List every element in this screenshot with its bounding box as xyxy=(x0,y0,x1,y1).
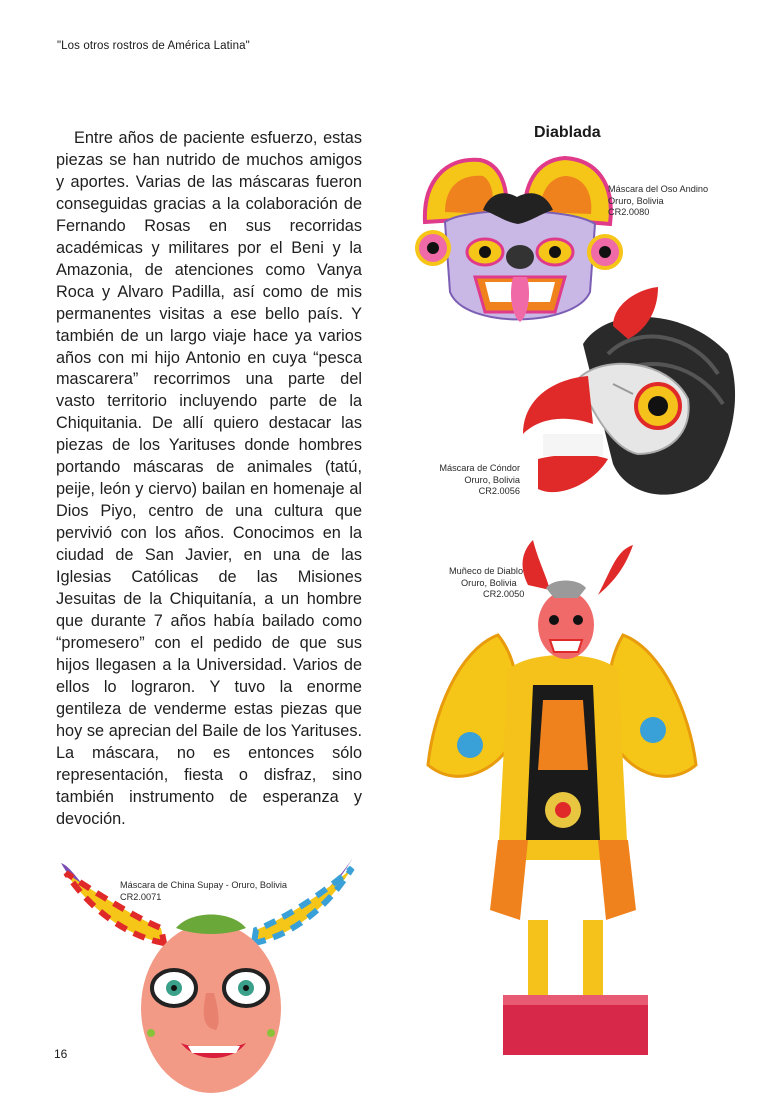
caption-diablo-origin: Oruro, Bolivia xyxy=(461,577,517,588)
main-paragraph: Entre años de paciente esfuerzo, estas piezas se han nutrido de muchos amigos y aportes. Varias de las máscaras fueron conseguidas gracias a la colaboración de Fernando Rosas en sus recorridas académicas y militares por el Beni y la Amazonia, de atenciones como Vanya Roca y Alvaro Padilla, así como de mis permanentes visitas a ese bello país. Y también de un largo viaje hace ya varios años con mi hijo Antonio en cuya “pesca mascarera” recorrimos una parte del vasto territorio incluyendo parte de la Chiquitania. De allí quiero destacar las piezas de los Yarituses donde hombres portando máscaras de animales (tatú, peije, león y ciervo) bailan en homenaje al Dios Piyo, centro de una cultura que pervivió con los años. Conocimos en la ciudad de San Javier, en una de las Iglesias Católicas de las Misiones Jesuitas de la Chiquitanía, a un hombre que durante 7 años había bailado como “promesero” con el pedido de que sus hijos llegasen a la Universidad. Varios de ellos lo lograron. Y tuvo la enorme gentileza de venderme estas piezas que hoy se aprecian del Baile de los Yarituses. La máscara, no es entonces sólo representación, fiesta o disfraz, sino también instrumento de esperanza y devoción. xyxy=(56,129,362,828)
page-number: 16 xyxy=(54,1047,68,1061)
page-header: "Los otros rostros de América Latina" xyxy=(57,40,250,52)
caption-china-code: CR2.0071 xyxy=(120,891,162,902)
caption-diablo-code: CR2.0050 xyxy=(483,589,525,599)
caption-oso-origin: Oruro, Bolivia xyxy=(608,195,664,206)
caption-oso-title: Máscara del Oso Andino xyxy=(608,184,709,194)
caption-oso-code: CR2.0080 xyxy=(608,207,650,217)
diablo-doll-image xyxy=(428,540,698,1060)
caption-diablo-title: Muñeco de Diablo xyxy=(449,566,524,576)
body-text xyxy=(56,128,362,831)
caption-condor-title: Máscara de Cóndor xyxy=(439,463,520,473)
caption-oso-andino xyxy=(608,184,708,219)
caption-condor-code: CR2.0056 xyxy=(478,486,520,496)
section-title: Diablada xyxy=(534,124,601,141)
caption-china-title: Máscara de China Supay - Oruro, Bolivia xyxy=(120,880,287,890)
caption-china-supay xyxy=(120,880,287,903)
caption-condor xyxy=(412,463,520,498)
caption-diablo xyxy=(449,566,524,601)
caption-condor-origin: Oruro, Bolivia xyxy=(464,474,520,485)
condor-mask-image xyxy=(518,284,744,524)
